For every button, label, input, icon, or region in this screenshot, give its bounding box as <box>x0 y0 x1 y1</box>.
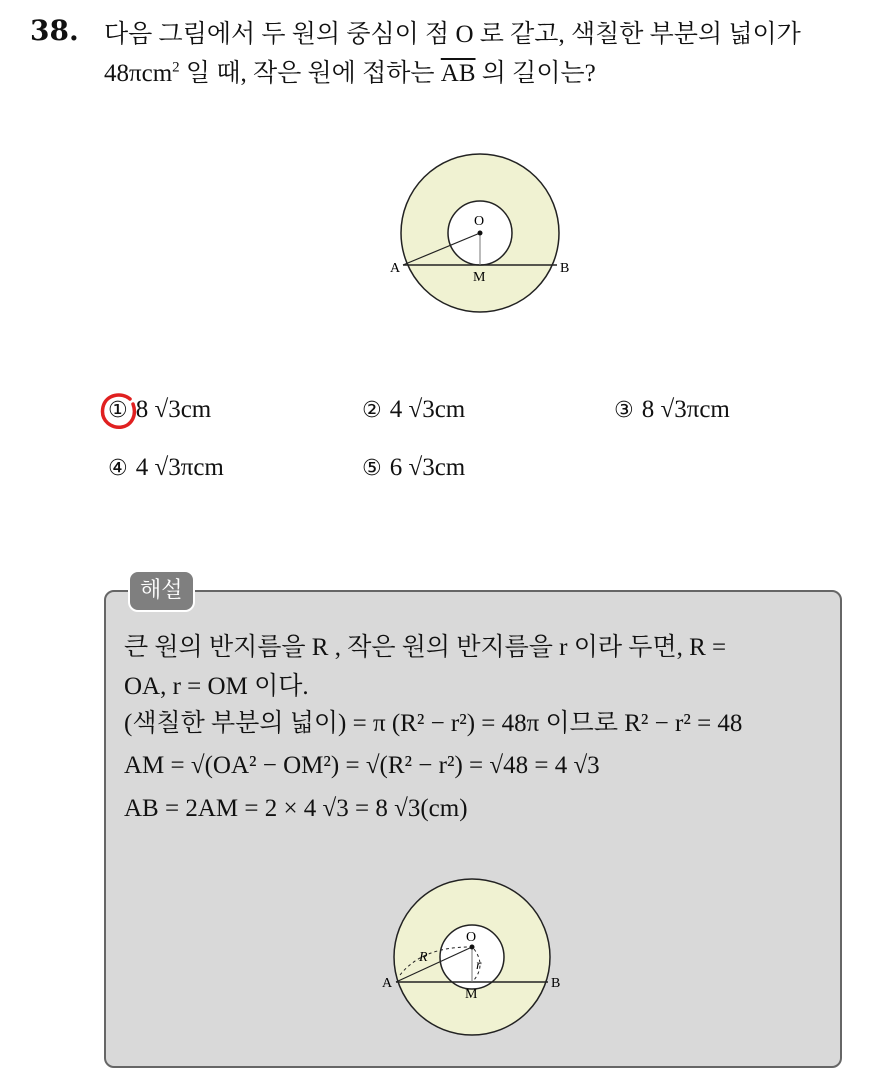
choice-3[interactable] <box>614 396 730 424</box>
solution-line-2: OA, r = OM 이다. <box>124 673 309 700</box>
choice-2-text: 4 √3cm <box>389 396 466 423</box>
segment-ab: $\overline{AB}$ <box>440 60 476 87</box>
choice-4[interactable] <box>108 454 224 482</box>
choice-4-text: 4 √3πcm <box>135 454 224 481</box>
center-point <box>478 231 483 236</box>
choice-4-mark: ④ <box>108 456 128 481</box>
center-point <box>470 945 475 950</box>
question-text-mid: 일 때, 작은 원에 접하는 <box>179 60 441 87</box>
choice-5-text: 6 √3cm <box>389 454 466 481</box>
question-area-exponent: 2 <box>172 59 180 76</box>
choice-1-mark: ① <box>108 398 128 423</box>
solution-line-4: AM = √(OA² − OM²) = √(R² − r²) = √48 = 4 √3 <box>124 752 600 779</box>
choice-1-text: 8 √3cm <box>135 396 212 423</box>
choice-3-mark: ③ <box>614 398 634 423</box>
question-area-value: 48πcm <box>104 60 173 87</box>
concentric-circles-figure <box>380 148 580 328</box>
solution-line-3: (색칠한 부분의 넓이) = π (R² − r²) = 48π 이므로 R² − r² = 48 <box>124 710 743 737</box>
label-m: M <box>473 270 486 285</box>
label-big-r: R <box>419 950 428 965</box>
label-o: O <box>474 214 485 229</box>
solution-line-5: AB = 2AM = 2 × 4 √3 = 8 √3(cm) <box>124 795 468 822</box>
solution-line-1: 큰 원의 반지름을 R , 작은 원의 반지름을 r 이라 두면, R = <box>124 634 727 661</box>
choice-2-mark: ② <box>362 398 382 423</box>
question-number: 38. <box>30 14 79 47</box>
label-a: A <box>382 976 393 991</box>
label-a: A <box>390 261 401 276</box>
choice-3-text: 8 √3πcm <box>641 396 730 423</box>
question-text-end: 의 길이는? <box>475 60 596 87</box>
solution-tag: 해설 <box>128 570 195 612</box>
label-b: B <box>560 261 570 276</box>
label-o: O <box>466 930 477 945</box>
label-small-r: r <box>476 958 482 973</box>
label-m: M <box>465 987 478 1002</box>
solution-figure <box>372 875 572 1050</box>
choice-1[interactable] <box>108 396 211 424</box>
question-text-line2 <box>104 53 596 89</box>
label-b: B <box>551 976 561 991</box>
choice-5[interactable] <box>362 454 465 482</box>
question-text-line1: 다음 그림에서 두 원의 중심이 점 O 로 같고, 색칠한 부분의 넓이가 <box>104 21 801 48</box>
choice-2[interactable] <box>362 396 465 424</box>
choice-5-mark: ⑤ <box>362 456 382 481</box>
